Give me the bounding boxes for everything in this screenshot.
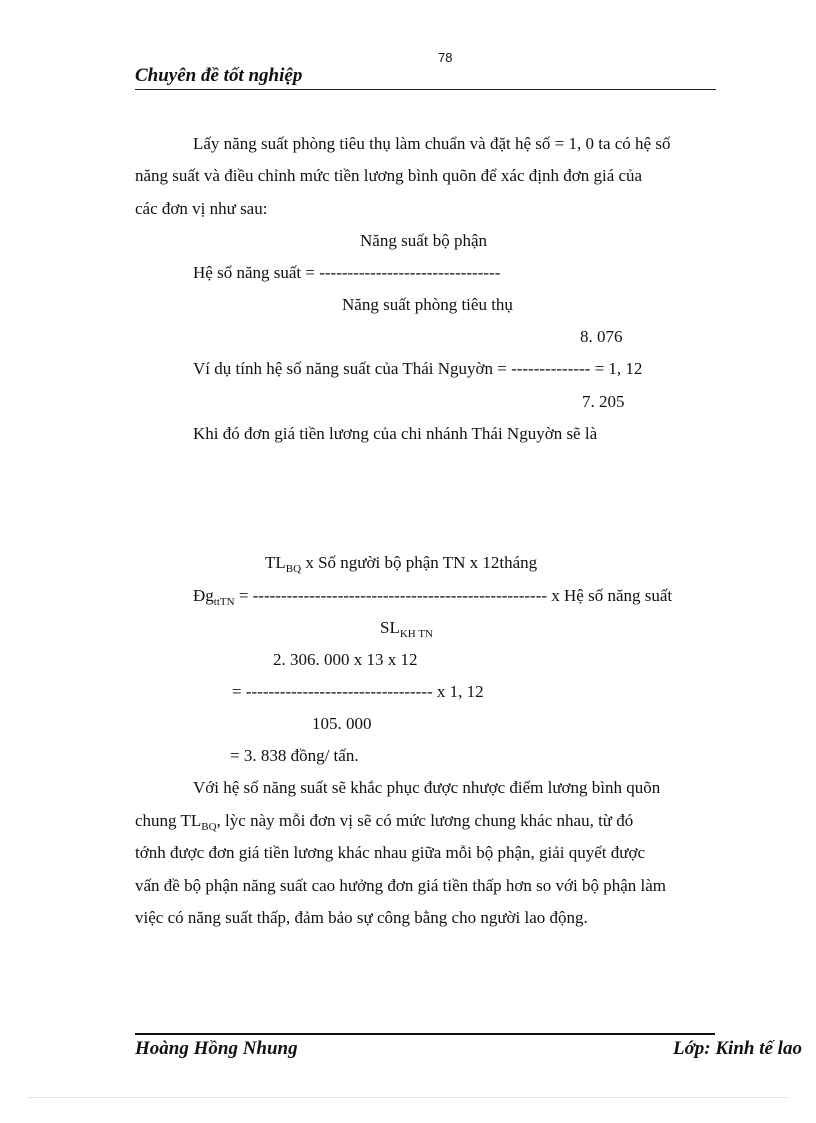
formula2-numerator (265, 553, 537, 575)
formula2-line (193, 586, 672, 608)
conclusion-line-4: vấn đề bộ phận năng suất cao hưởng đơn giá tiền thấp hơn so với bộ phận làm (135, 876, 666, 895)
formula2-rest: = ---------------------------------------------------- x Hệ số năng suất (234, 586, 673, 605)
dg-text: Đg (193, 586, 214, 605)
conclusion-line-1: Với hệ số năng suất sẽ khắc phục được nhược điểm lương bình quõn (193, 778, 661, 797)
bq-subscript: BQ (285, 563, 302, 575)
calc-result: = 3. 838 đồng/ tấn. (230, 746, 359, 765)
conclusion-line-3: tớnh được đơn giá tiền lương khác nhau giữa mỗi bộ phận, giải quyết được (135, 843, 646, 862)
calc-numerator: 2. 306. 000 x 13 x 12 (273, 650, 418, 669)
khtn-subscript: KH TN (399, 628, 433, 640)
example-denominator: 7. 205 (582, 392, 625, 411)
example-numerator: 8. 076 (580, 327, 623, 346)
footer-rule (135, 1033, 715, 1035)
conclusion-line-2 (135, 811, 633, 833)
conclusion-line-5: việc có năng suất thấp, đảm bảo sự công bằng cho người lao động. (135, 908, 588, 927)
calc-denominator: 105. 000 (312, 714, 372, 733)
conclusion-bq-subscript: BQ (201, 821, 217, 833)
tl-text: TL (265, 553, 286, 572)
formula1-label: Hệ số năng suất = -------------------------------- (193, 263, 501, 282)
calc-line: = --------------------------------- x 1, 12 (232, 682, 484, 701)
formula1-denominator: Năng suất phòng tiêu thụ (342, 295, 513, 314)
formula2-numerator-rest: x Số người bộ phận TN x 12tháng (301, 553, 538, 572)
conclusion-line-2-end: , lỳc này mỗi đơn vị sẽ có mức lương chung khác nhau, từ đó (216, 811, 634, 830)
formula1-numerator: Năng suất bộ phận (360, 231, 488, 250)
tttn-subscript: ttTN (213, 596, 235, 608)
footer-author: Hoàng Hồng Nhung (135, 1038, 298, 1059)
example-line: Ví dụ tính hệ số năng suất của Thái Nguyờn = -------------- = 1, 12 (193, 359, 643, 378)
intro-line-1: Lấy năng suất phòng tiêu thụ làm chuẩn và đặt hệ số = 1, 0 ta có hệ số (193, 134, 671, 153)
khi-do-line: Khi đó đơn giá tiền lương của chi nhánh Thái Nguyờn sẽ là (193, 424, 598, 443)
intro-line-2: năng suất và điều chỉnh mức tiền lương bình quõn để xác định đơn giá của (135, 166, 643, 185)
sl-text: SL (380, 618, 400, 637)
page-bottom-border (28, 1097, 788, 1098)
intro-line-3: các đơn vị như sau: (135, 199, 268, 218)
page-number: 78 (438, 50, 453, 65)
footer-class: Lớp: Kinh tế lao (673, 1038, 802, 1059)
header-rule (135, 89, 716, 90)
conclusion-line-2-start: chung TL (135, 811, 202, 830)
header-title: Chuyên đề tốt nghiệp (135, 65, 303, 86)
formula2-denominator (380, 618, 433, 640)
